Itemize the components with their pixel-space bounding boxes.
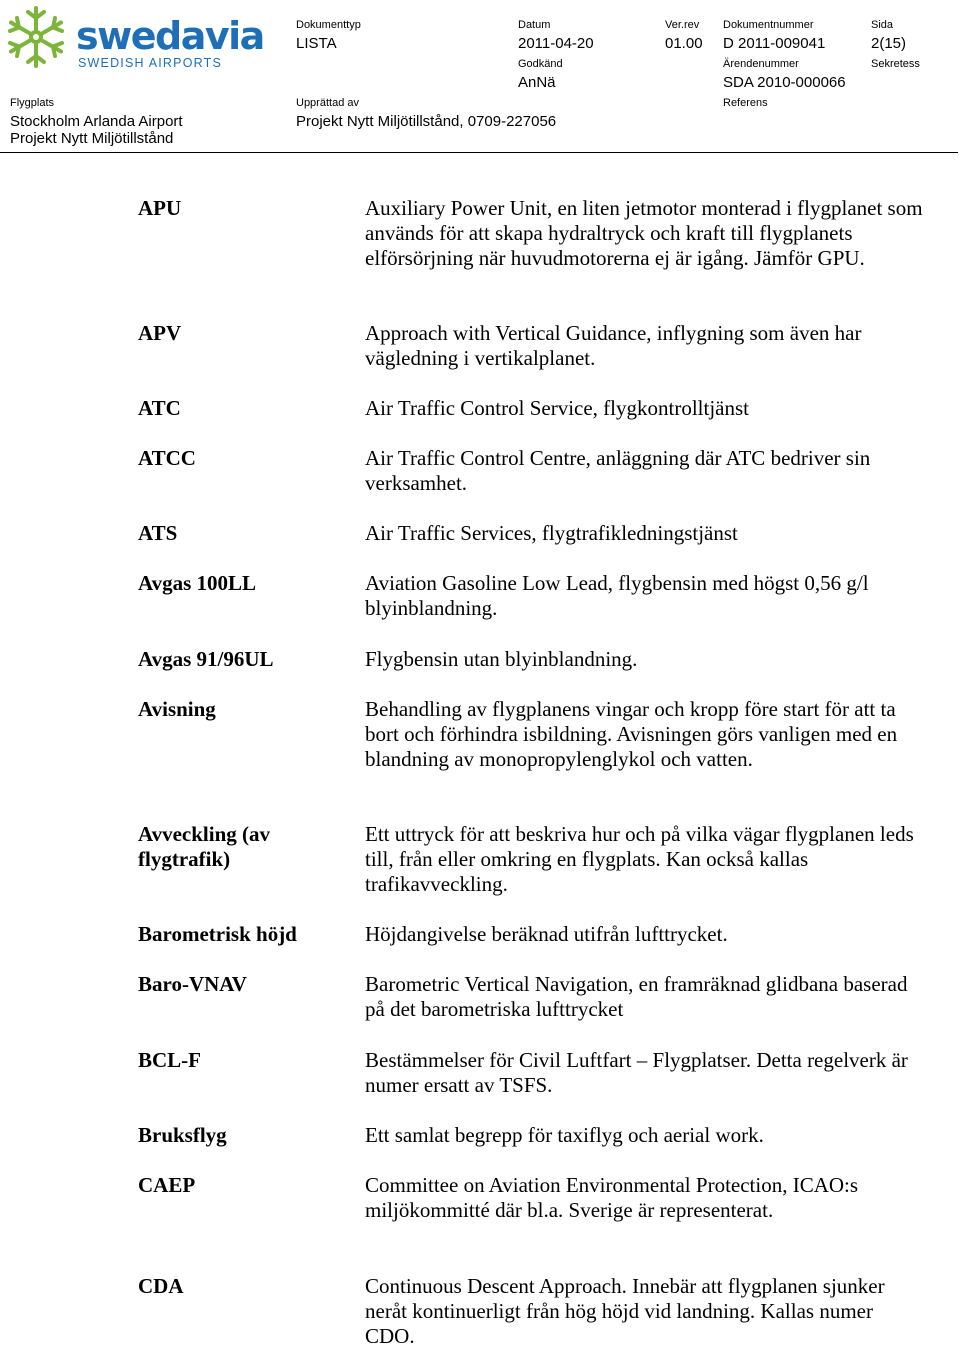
header-divider [0,152,958,153]
version-label: Ver.rev [665,19,700,31]
glossary-term: ATCC [138,446,196,470]
version-value: 01.00 [665,35,703,52]
secrecy-label: Sekretess [871,58,920,70]
glossary-term: Avgas 91/96UL [138,647,274,671]
glossary-definition: Aviation Gasoline Low Lead, flygbensin med högst 0,56 g/l blyinblandning. [365,571,869,620]
doctype-value: LISTA [296,35,337,52]
glossary-definition: Bestämmelser för Civil Luftfart – Flygplatser. Detta regelverk är numer ersatt av TSFS. [365,1048,908,1097]
glossary-term: APV [138,321,182,345]
brand-tagline: SWEDISH AIRPORTS [78,56,222,70]
swedavia-logo [4,4,264,70]
glossary-definition: Committee on Aviation Environmental Protection, ICAO:s miljökommitté där bl.a. Sverige är representerat. [365,1173,859,1222]
glossary-term: ATS [138,521,178,545]
brand-name: swedavia [76,14,264,58]
glossary-definition: Barometric Vertical Navigation, en framräknad glidbana baserad på det barometriska lufttrycket [365,972,908,1021]
date-value: 2011-04-20 [518,35,594,52]
document-header [0,0,960,155]
page-value: 2(15) [871,35,907,52]
glossary-term: ATC [138,396,181,420]
glossary-term: Bruksflyg [138,1123,227,1147]
glossary-definition: Flygbensin utan blyinblandning. [365,647,638,671]
page-label: Sida [871,19,894,31]
glossary-definition: Air Traffic Control Service, flygkontrolltjänst [365,396,749,420]
glossary-term: Avveckling (av flygtrafik) [138,822,271,871]
glossary-term: Avgas 100LL [138,571,257,595]
glossary-term: Barometrisk höjd [138,922,297,946]
reference-label: Referens [723,97,768,109]
glossary-definition: Continuous Descent Approach. Innebär att flygplanen sjunker neråt kontinuerligt från hög höjd vid landning. Kallas numer CDO. [365,1274,885,1348]
prepared-label: Upprättad av [296,97,359,109]
case-label: Ärendenummer [723,58,799,70]
glossary-term: CDA [138,1274,184,1298]
glossary-definition: Behandling av flygplanens vingar och kropp före start för att ta bort och förhindra isbildning. Avisningen görs vanligen med en blandning av monopropylenglykol och vatten. [365,697,898,771]
prepared-value: Projekt Nytt Miljötillstånd, 0709-227056 [296,113,557,130]
project-name: Projekt Nytt Miljötillstånd [10,130,174,147]
glossary-definition: Auxiliary Power Unit, en liten jetmotor monterad i flygplanet som används för att skapa hydraltryck och kraft till flygplanets elförsörjning när huvudmotorerna ej är igång. Jämför GPU. [365,196,923,270]
glossary-term: BCL-F [138,1048,201,1072]
glossary-term: Baro-VNAV [138,972,247,996]
glossary-definition: Air Traffic Services, flygtrafikledningstjänst [365,521,738,545]
airport-label: Flygplats [10,97,55,109]
airport-value: Stockholm Arlanda Airport [10,113,183,130]
docnum-value: D 2011-009041 [723,35,826,52]
glossary-term: APU [138,196,182,220]
glossary-definition: Höjdangivelse beräknad utifrån lufttrycket. [365,922,728,946]
doctype-label: Dokumenttyp [296,19,361,31]
date-label: Datum [518,19,551,31]
glossary-term: CAEP [138,1173,196,1197]
approved-label: Godkänd [518,58,563,70]
approved-value: AnNä [518,74,556,91]
glossary-term: Avisning [138,697,216,721]
glossary-definition: Approach with Vertical Guidance, inflygning som även har vägledning i vertikalplanet. [365,321,862,370]
snowflake-icon [4,4,68,70]
glossary-definition: Ett uttryck för att beskriva hur och på vilka vägar flygplanen leds till, från eller omkring en flygplats. Kan också kallas trafikavveckling. [365,822,914,896]
docnum-label: Dokumentnummer [723,19,814,31]
glossary-definition: Air Traffic Control Centre, anläggning där ATC bedriver sin verksamhet. [365,446,871,495]
glossary-definition: Ett samlat begrepp för taxiflyg och aerial work. [365,1123,764,1147]
case-value: SDA 2010-000066 [723,74,846,91]
